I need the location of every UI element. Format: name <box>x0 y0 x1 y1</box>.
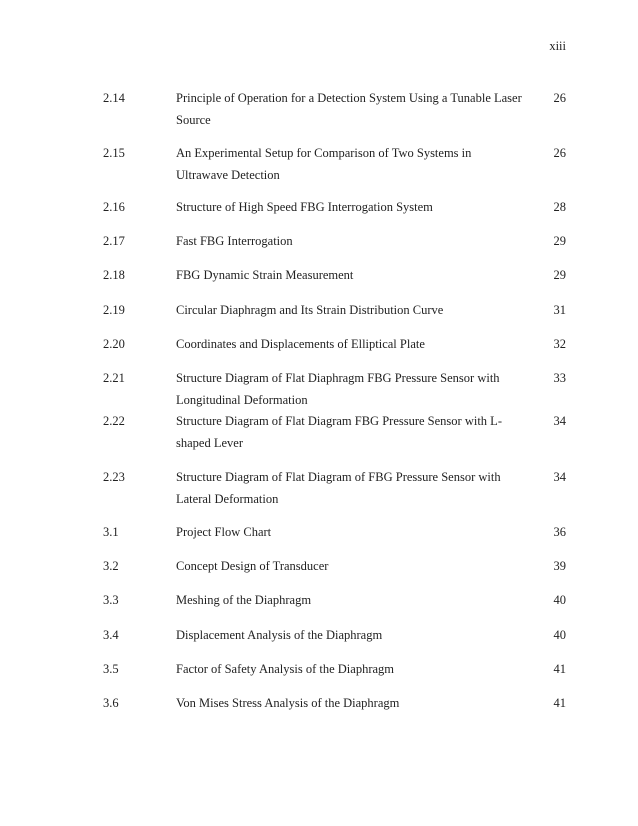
figure-title: Circular Diaphragm and Its Strain Distribution Curve <box>176 303 444 317</box>
figure-title: Project Flow Chart <box>176 525 272 539</box>
figure-title: Principle of Operation for a Detection System Using a Tunable Laser Source <box>176 91 522 127</box>
figure-number: 3.1 <box>103 525 119 539</box>
figure-title: FBG Dynamic Strain Measurement <box>176 268 354 282</box>
figure-number: 2.22 <box>103 414 125 428</box>
page-number: xiii <box>549 39 566 53</box>
figure-title: Coordinates and Displacements of Elliptical Plate <box>176 337 425 351</box>
figure-number: 3.5 <box>103 662 119 676</box>
page-ref: 34 <box>553 414 566 428</box>
page-ref: 32 <box>553 337 566 351</box>
figure-title: Von Mises Stress Analysis of the Diaphragm <box>176 696 400 710</box>
figure-number: 2.23 <box>103 470 125 484</box>
figure-title: Concept Design of Transducer <box>176 559 329 573</box>
figure-number: 2.15 <box>103 146 125 160</box>
figure-number: 2.16 <box>103 200 125 214</box>
figure-number: 3.6 <box>103 696 119 710</box>
figure-title: Structure Diagram of Flat Diagram of FBG Pressure Sensor with Lateral Deformation <box>176 470 501 506</box>
page-ref: 29 <box>553 268 566 282</box>
figure-title: Fast FBG Interrogation <box>176 234 293 248</box>
figure-number: 2.21 <box>103 371 125 385</box>
page-ref: 26 <box>553 91 566 105</box>
figure-title: Meshing of the Diaphragm <box>176 593 312 607</box>
page-ref: 33 <box>553 371 566 385</box>
figure-number: 2.17 <box>103 234 125 248</box>
figure-number: 2.18 <box>103 268 125 282</box>
figure-title: Factor of Safety Analysis of the Diaphragm <box>176 662 395 676</box>
page-ref: 28 <box>553 200 566 214</box>
figure-number: 2.19 <box>103 303 125 317</box>
figure-number: 2.14 <box>103 91 125 105</box>
page-ref: 40 <box>553 593 566 607</box>
page-ref: 40 <box>553 628 566 642</box>
figure-number: 2.20 <box>103 337 125 351</box>
page-ref: 34 <box>553 470 566 484</box>
figure-title: Structure Diagram of Flat Diagram FBG Pressure Sensor with L- shaped Lever <box>176 414 502 450</box>
figure-number: 3.3 <box>103 593 119 607</box>
figure-number: 3.2 <box>103 559 119 573</box>
figure-title: Structure of High Speed FBG Interrogation System <box>176 200 433 214</box>
page-ref: 31 <box>553 303 566 317</box>
page-ref: 41 <box>553 696 566 710</box>
figure-number: 3.4 <box>103 628 119 642</box>
figure-title: Structure Diagram of Flat Diaphragm FBG Pressure Sensor with Longitudinal Deformation <box>176 371 500 407</box>
page-ref: 36 <box>553 525 566 539</box>
page-ref: 29 <box>553 234 566 248</box>
page-ref: 26 <box>553 146 566 160</box>
page-ref: 39 <box>553 559 566 573</box>
figure-title: An Experimental Setup for Comparison of Two Systems in Ultrawave Detection <box>176 146 472 182</box>
page-ref: 41 <box>553 662 566 676</box>
figure-title: Displacement Analysis of the Diaphragm <box>176 628 383 642</box>
